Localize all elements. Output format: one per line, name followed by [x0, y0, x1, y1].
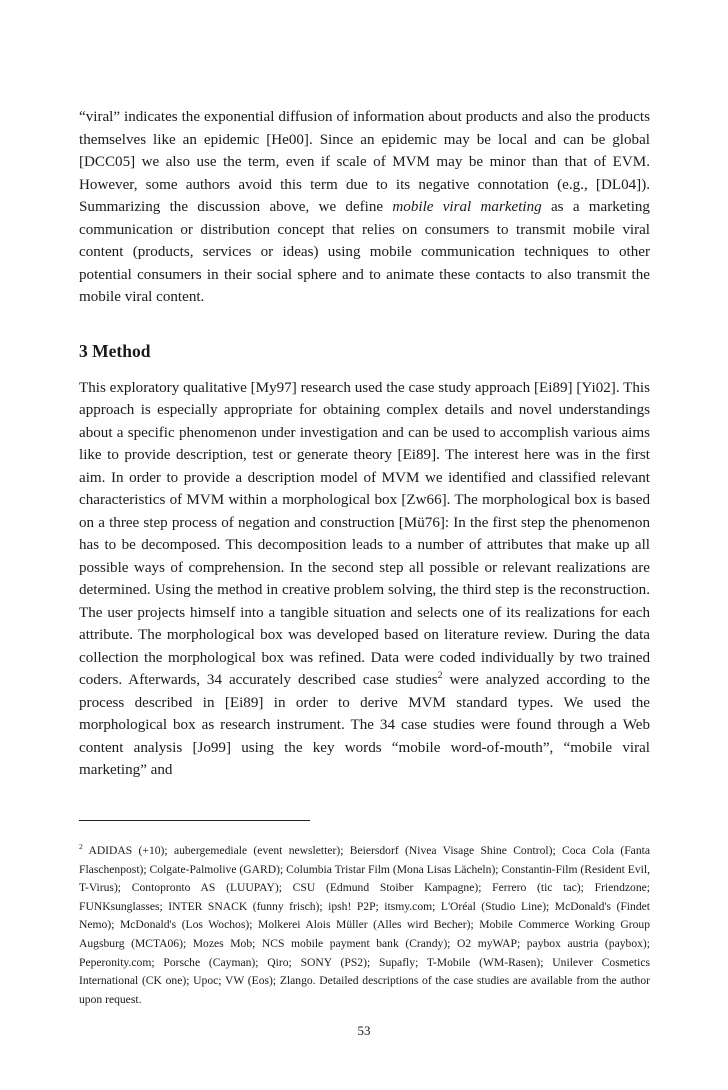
footnote-reference: 2 [437, 669, 443, 681]
paragraph-1-text-a: “viral” indicates the exponential diffusion of information about products and also the products themselves like an epidemic [He00]. Since an epidemic may be local and can be global [DCC05] we also use the term, even if scale of MVM may be minor than that of EVM. However, some authors avoid this term due to its negative connotation (e.g., [DL04]). Summarizing the discussion above, we define [79, 109, 650, 215]
paragraph-2-text-a: This exploratory qualitative [My97] research used the case study approach [Ei89] [Yi02]. This approach is especially appropriate for obtaining complex details and novel understandings about a specific phenomenon under investigation and can be used to accomplish various aims like to provide description, test or generate theory [Ei89]. The interest here was in the first aim. In order to provide a description model of MVM we identified and classified relevant characteristics of MVM within a morphological box [Zw66]. The morphological box is based on a three step process of negation and construction [Mü76]: In the first step the phenomenon has to be decomposed. This decomposition leads to a number of attributes that make up all possible ways of comprehension. In the second step all possible or relevant realizations are determined. Using the method in creative problem solving, the third step is the reconstruction. The user projects himself into a tangible situation and selects one of its realizations for each attribute. The morphological box was developed based on literature review. During the data collection the morphological box was refined. Data were coded individually by two trained coders. Afterwards, 34 accurately described case studies [79, 379, 650, 688]
footnote-text: ADIDAS (+10); aubergemediale (event newsletter); Beiersdorf (Nivea Visage Shine Control); Coca Cola (Fanta Flaschenpost); Colgate-Palmolive (GARD); Columbia Tristar Film (Mona Lisas Lächeln); Constantin-Film (Resident Evil, T-Virus); Contopronto AS (LUUPAY); CSU (Edmund Stoiber Kampagne); Ferrero (tic tac); Friendzone; FUNKsunglasses; INTER SNACK (funny frisch); ipsh! P2P; itsmy.com; L'Oréal (Studio Line); McDonald's (Findet Nemo); McDonald's (Los Wochos); Molkerei Alois Müller (Alles wird Becher); Mobile Commerce Working Group Augsburg (MCTA06); Mozes Mob; NCS mobile payment bank (Crandy); O2 myWAP; paybox austria (paybox); Peperonity.com; Porsche (Cayman); Qiro; SONY (PS2); Supafly; T-Mobile (WM-Rasen); Unilever Cosmetics International (CK one); Upoc; VW (Eos); Zlango. Detailed descriptions of the case studies are available from the author upon request. [79, 844, 650, 1006]
paragraph-2-text-b: were analyzed according to the process described in [Ei89] in order to derive MVM standard types. We used the morphological box as research instrument. The 34 case studies were found through a Web content analysis [Jo99] using the key words “mobile word-of-mouth”, “mobile viral marketing” and [79, 672, 650, 778]
paragraph-1-text-b: as a marketing communication or distribution concept that relies on consumers to transmit mobile viral content (products, services or ideas) using mobile communication techniques to other potential consumers in their social sphere and to animate these contacts to also transmit the mobile viral content. [79, 199, 650, 305]
footnote-mark: 2 [79, 842, 83, 852]
page-number: 53 [357, 1023, 371, 1038]
footnote-divider [79, 820, 310, 821]
paragraph-1 [79, 106, 650, 309]
section-heading: 3 Method [79, 340, 151, 361]
paragraph-1-italic-term: mobile viral marketing [392, 199, 542, 215]
footnote [79, 842, 650, 1009]
paragraph-2 [79, 377, 650, 782]
page-body [79, 106, 650, 782]
